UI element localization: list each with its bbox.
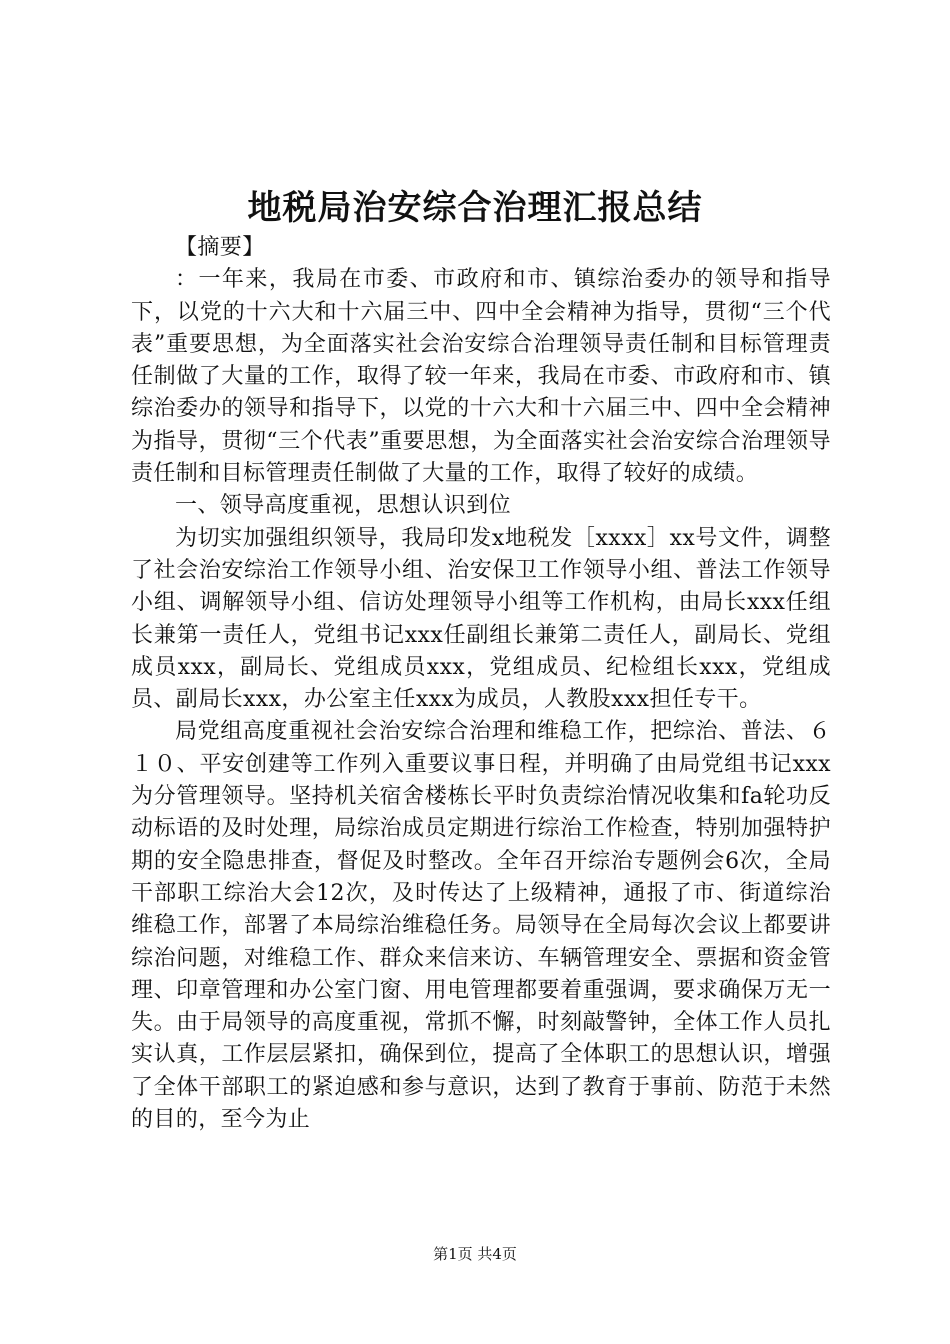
document-body (131, 232, 831, 1136)
abstract-paragraph: ：一年来，我局在市委、市政府和市、镇综治委办的领导和指导下，以党的十六大和十六届三中、四中全会精神为指导，贯彻“三个代表”重要思想，为全面落实社会治安综合治理领导责任制和目标管理责任制做了大量的工作，取得了较一年来，我局在市委、市政府和市、镇综治委办的领导和指导下，以党的十六大和十六届三中、四中全会精神为指导，贯彻“三个代表”重要思想，为全面落实社会治安综合治理领导责任制和目标管理责任制做了大量的工作，取得了较好的成绩。 (131, 267, 831, 487)
page-number-footer: 第1页 共4页 (433, 1245, 517, 1263)
body-paragraph: 为切实加强组织领导，我局印发x地税发［xxxx］xx号文件，调整了社会治安综治工作领导小组、治安保卫工作领导小组、普法工作领导小组、调解领导小组、信访处理领导小组等工作机构，由局长xxx任组长兼第一责任人，党组书记xxx任副组长兼第二责任人，副局长、党组成员xxx，副局长、党组成员xxx，党组成员、纪检组长xxx，党组成员、副局长xxx，办公室主任xxx为成员，人教股xxx担任专干。 (131, 525, 831, 713)
section-heading: 一、领导高度重视，思想认识到位 (175, 493, 512, 519)
body-paragraph: 局党组高度重视社会治安综合治理和维稳工作，把综治、普法、６１０、平安创建等工作列入重要议事日程，并明确了由局党组书记xxx为分管理领导。坚持机关宿舍楼栋长平时负责综治情况收集和fa轮功反动标语的及时处理，局综治成员定期进行综治工作检查，特别加强特护期的安全隐患排查，督促及时整改。全年召开综治专题例会6次，全局干部职工综治大会12次，及时传达了上级精神，通报了市、街道综治维稳工作，部署了本局综治维稳任务。局领导在全局每次会议上都要讲综治问题，对维稳工作、群众来信来访、车辆管理安全、票据和资金管理、印章管理和办公室门窗、用电管理都要着重强调，要求确保万无一失。由于局领导的高度重视，常抓不懈，时刻敲警钟，全体工作人员扎实认真，工作层层紧扣，确保到位，提高了全体职工的思想认识，增强了全体干部职工的紧迫感和参与意识，达到了教育于事前、防范于未然的目的，至今为止 (131, 719, 831, 1133)
document-title: 地税局治安综合治理汇报总结 (247, 188, 703, 228)
abstract-heading: 【摘要】 (175, 235, 265, 260)
